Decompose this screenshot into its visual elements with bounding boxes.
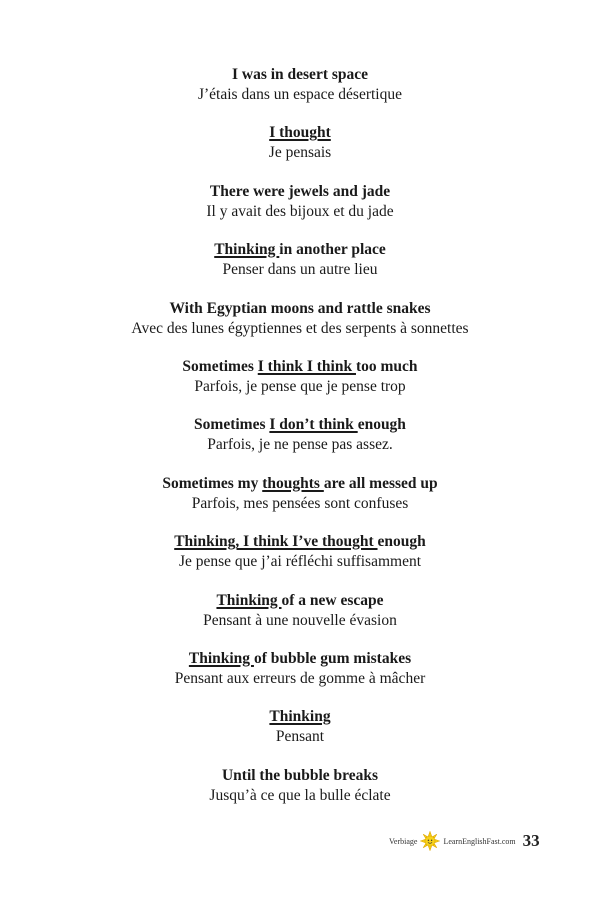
underlined-phrase: I think I think: [257, 357, 356, 375]
french-translation-line: Avec des lunes égyptiennes et des serpents à sonnettes: [131, 319, 469, 337]
underlined-phrase: Thinking: [188, 649, 254, 667]
sun-logo-icon: [420, 831, 440, 851]
english-line: [0, 766, 600, 786]
french-translation-line: Je pensais: [268, 144, 332, 162]
underlined-phrase: Thinking: [216, 591, 282, 609]
stanza: [0, 413, 600, 471]
phrase: With Egyptian moons and rattle snakes: [169, 299, 431, 317]
english-line: [0, 240, 600, 260]
english-line: [0, 649, 600, 669]
underlined-phrase: I don’t think: [269, 416, 358, 434]
phrase: of bubble gum mistakes: [253, 649, 412, 667]
english-line: [0, 65, 600, 85]
french-translation-line: Il y avait des bijoux et du jade: [206, 202, 394, 220]
underlined-phrase: thoughts: [262, 474, 324, 492]
stanza: [0, 764, 600, 822]
stanza: [0, 472, 600, 530]
page-number: 33: [522, 831, 540, 850]
french-translation-line: Parfois, je ne pense pas assez.: [207, 436, 393, 454]
french-translation-line: Pensant aux erreurs de gomme à mâcher: [174, 669, 426, 687]
stanza: [0, 121, 600, 179]
footer-book-title: Verbiage: [389, 836, 418, 846]
stanza: [0, 705, 600, 763]
french-translation-line: Penser dans un autre lieu: [222, 261, 378, 279]
english-line: [0, 415, 600, 435]
english-line: [0, 182, 600, 202]
phrase: Sometimes: [182, 357, 258, 375]
phrase: There were jewels and jade: [209, 182, 391, 200]
english-line: [0, 299, 600, 319]
stanza: [0, 238, 600, 296]
phrase: too much: [355, 357, 418, 375]
phrase: enough: [377, 533, 426, 551]
stanza: [0, 647, 600, 705]
french-translation-line: Pensant: [275, 728, 325, 746]
phrase: I was in desert space: [231, 66, 369, 83]
phrase: in another place: [279, 241, 386, 259]
phrase: Until the bubble breaks: [221, 766, 379, 784]
underlined-phrase: Thinking: [269, 708, 331, 726]
english-line: [0, 357, 600, 377]
phrase: Sometimes: [194, 416, 270, 434]
french-translation-line: J’étais dans un espace désertique: [197, 86, 402, 103]
stanza: [0, 530, 600, 588]
stanza: [0, 180, 600, 238]
french-translation-line: Parfois, je pense que je pense trop: [194, 377, 406, 395]
phrase: enough: [357, 416, 406, 434]
underlined-phrase: Thinking: [214, 241, 280, 259]
french-translation-line: Je pense que j’ai réfléchi suffisamment: [178, 553, 422, 571]
page-footer: [389, 828, 540, 854]
english-line: [0, 123, 600, 143]
english-line: [0, 707, 600, 727]
french-translation-line: Pensant à une nouvelle évasion: [203, 611, 397, 629]
underlined-phrase: Thinking, I think I’ve thought: [174, 533, 378, 551]
stanza: [0, 63, 600, 121]
stanza: [0, 589, 600, 647]
phrase: of a new escape: [281, 591, 384, 609]
english-line: [0, 474, 600, 494]
stanza: [0, 355, 600, 413]
phrase: Sometimes my: [162, 474, 263, 492]
phrase: are all messed up: [323, 474, 438, 492]
footer-website: LearnEnglishFast.com: [443, 836, 516, 846]
french-translation-line: Jusqu’à ce que la bulle éclate: [209, 786, 391, 804]
english-line: [0, 591, 600, 611]
french-translation-line: Parfois, mes pensées sont confuses: [191, 494, 409, 512]
stanza: [0, 297, 600, 355]
underlined-phrase: I thought: [269, 124, 331, 142]
poem: [0, 63, 600, 822]
english-line: [0, 532, 600, 552]
